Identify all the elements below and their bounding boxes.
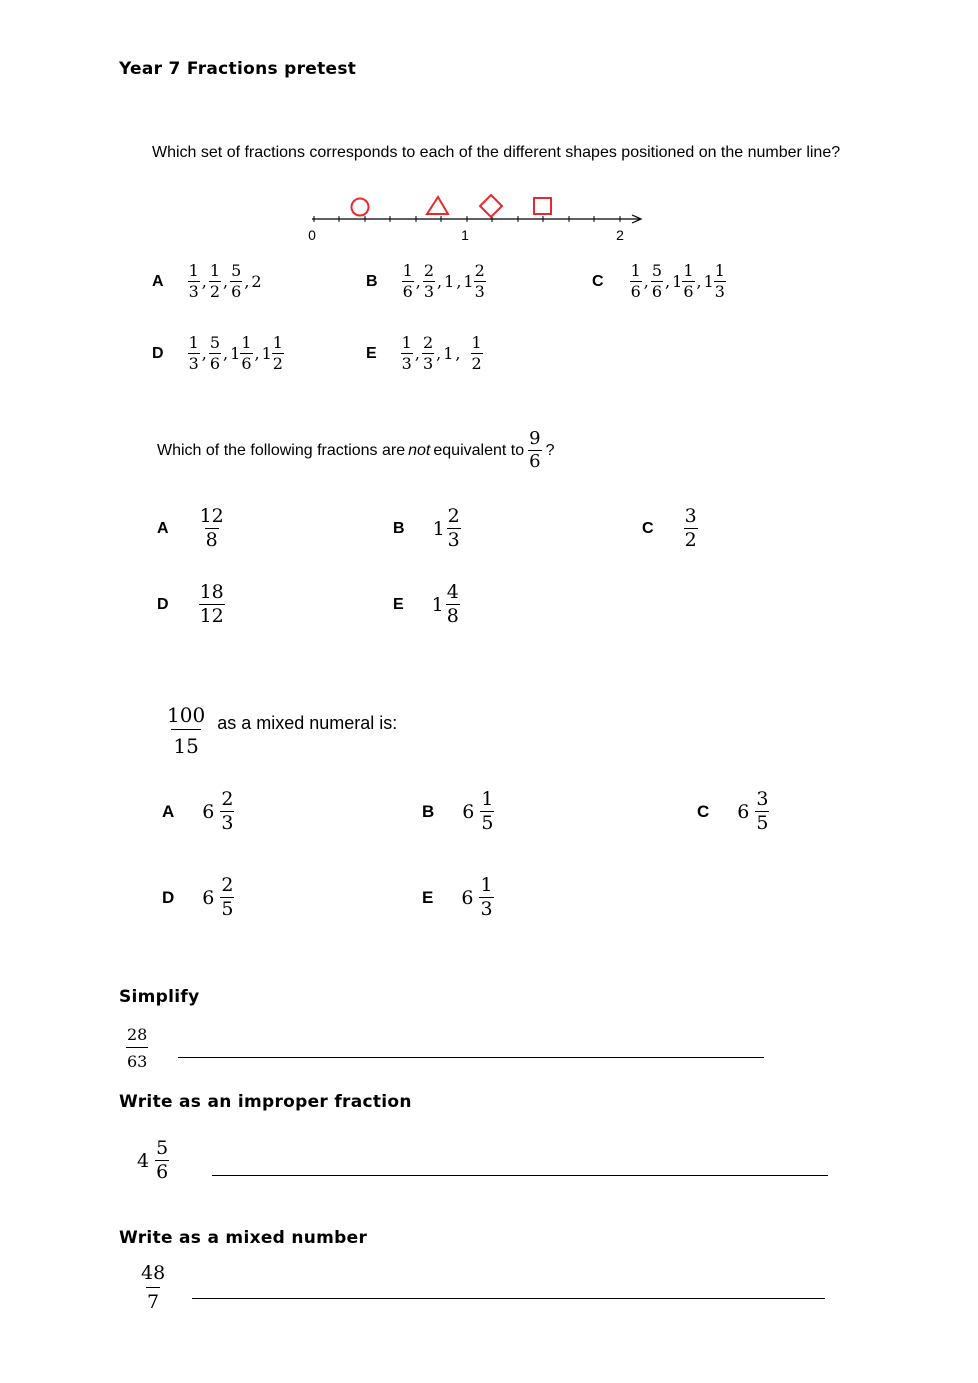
q1-text: Which set of fractions corresponds to each of the different shapes positioned on the number line? [152, 144, 841, 161]
q2-option-c[interactable]: C $\frac{3}{2}$ [642, 505, 697, 551]
option-label: D [152, 344, 164, 362]
option-label: E [366, 344, 377, 362]
q1-option-d[interactable]: D $\frac{1}{3}$ , $\frac{5}{6}$ , 1 $\frac{1}{6}$ , 1 $\frac{1}{2}$ [152, 333, 283, 373]
q3-stem: $\frac{100}{15}$ as a mixed numeral is: [167, 703, 398, 758]
improper-heading: Write as an improper fraction [119, 1092, 412, 1112]
axis-label-0: 0 [308, 227, 316, 243]
option-label: C [592, 272, 604, 290]
circle-icon [352, 199, 369, 216]
square-icon [534, 198, 551, 214]
q2-option-e[interactable]: E 1 $\frac{4}{8}$ [393, 581, 459, 627]
triangle-icon [427, 197, 448, 214]
number-line [300, 190, 660, 246]
q4-fraction: $\frac{28}{63}$ [127, 1025, 148, 1071]
q5-answer-line[interactable] [212, 1175, 828, 1176]
q2-option-b[interactable]: B 1 $\frac{2}{3}$ [393, 505, 460, 551]
q6-fraction: $\frac{48}{7}$ [141, 1262, 166, 1313]
q3-option-b[interactable]: B 6 $\frac{1}{5}$ [422, 788, 494, 834]
q6-answer-line[interactable] [192, 1298, 825, 1299]
axis-label-1: 1 [461, 227, 469, 243]
option-label: B [366, 272, 378, 290]
q2-text: Which of the following fractions are not equivalent to $\frac{9}{6}$ ? [157, 428, 555, 472]
q2-option-d[interactable]: D $\frac{18}{12}$ [157, 581, 224, 627]
option-label: A [152, 272, 164, 290]
q5-mixed-number: 4 $\frac{5}{6}$ [137, 1137, 169, 1183]
q3-option-d[interactable]: D 6 $\frac{2}{5}$ [162, 874, 234, 920]
q3-option-a[interactable]: A 6 $\frac{2}{3}$ [162, 788, 234, 834]
q1-option-b[interactable]: B $\frac{1}{6}$ , $\frac{2}{3}$ , 1 , 1 $\frac{2}{3}$ [366, 261, 485, 301]
q1-option-a[interactable]: A $\frac{1}{3}$ , $\frac{1}{2}$ , $\frac{5}{6}$ , 2 [152, 261, 262, 301]
axis-label-2: 2 [616, 227, 624, 243]
q3-option-e[interactable]: E 6 $\frac{1}{3}$ [422, 874, 493, 920]
q3-option-c[interactable]: C 6 $\frac{3}{5}$ [697, 788, 769, 834]
simplify-heading: Simplify [119, 987, 200, 1007]
diamond-icon [480, 195, 502, 217]
mixed-heading: Write as a mixed number [119, 1228, 368, 1248]
q2-option-a[interactable]: A $\frac{12}{8}$ [157, 505, 224, 551]
q1-option-e[interactable]: E $\frac{1}{3}$ , $\frac{2}{3}$ , 1 , $\frac{1}{2}$ [366, 333, 482, 373]
q1-option-c[interactable]: C $\frac{1}{6}$ , $\frac{5}{6}$ , 1 $\frac{1}{6}$ , 1 $\frac{1}{3}$ [592, 261, 725, 301]
page-title: Year 7 Fractions pretest [119, 59, 357, 79]
q4-answer-line[interactable] [178, 1057, 764, 1058]
